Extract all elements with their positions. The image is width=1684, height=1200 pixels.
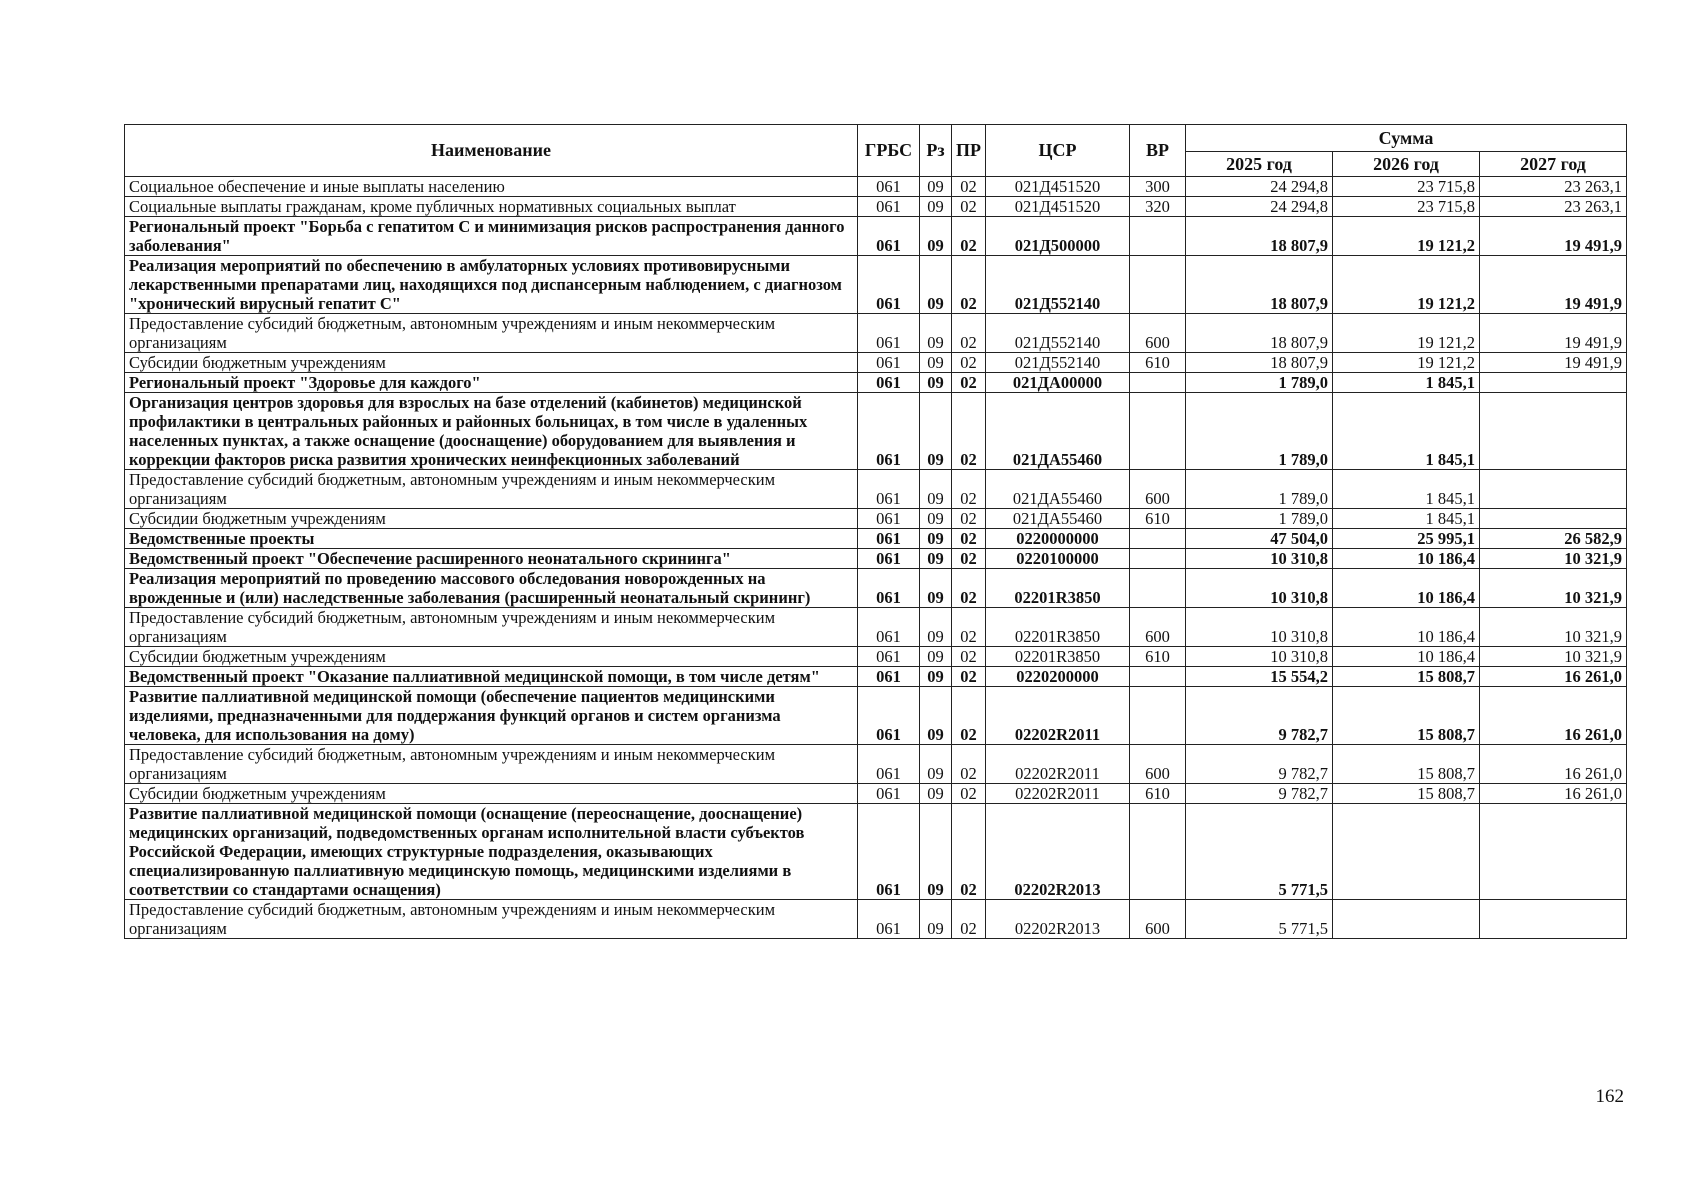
table-row (125, 373, 1627, 393)
cell-pr: 02 (952, 393, 986, 470)
cell-name: Субсидии бюджетным учреждениям (125, 784, 858, 804)
cell-2026: 15 808,7 (1333, 784, 1480, 804)
cell-2027: 23 263,1 (1480, 197, 1627, 217)
budget-table (124, 124, 1627, 939)
cell-pr: 02 (952, 667, 986, 687)
cell-csr: 021ДА55460 (986, 470, 1130, 509)
header-csr: ЦСР (986, 125, 1130, 177)
table-row (125, 647, 1627, 667)
cell-rz: 09 (920, 470, 952, 509)
cell-2027: 16 261,0 (1480, 745, 1627, 784)
header-sum: Сумма (1186, 125, 1627, 152)
cell-csr: 02201R3850 (986, 569, 1130, 608)
table-row (125, 784, 1627, 804)
cell-pr: 02 (952, 217, 986, 256)
cell-2027: 19 491,9 (1480, 314, 1627, 353)
cell-vr (1130, 256, 1186, 314)
cell-grbs: 061 (858, 256, 920, 314)
cell-2026: 1 845,1 (1333, 470, 1480, 509)
cell-2026: 15 808,7 (1333, 667, 1480, 687)
cell-grbs: 061 (858, 900, 920, 939)
cell-name: Ведомственные проекты (125, 529, 858, 549)
cell-name: Социальные выплаты гражданам, кроме публичных нормативных социальных выплат (125, 197, 858, 217)
cell-rz: 09 (920, 687, 952, 745)
cell-rz: 09 (920, 353, 952, 373)
cell-2025: 10 310,8 (1186, 647, 1333, 667)
cell-rz: 09 (920, 608, 952, 647)
page-number: 162 (1595, 1086, 1624, 1107)
cell-vr: 600 (1130, 470, 1186, 509)
cell-2027 (1480, 373, 1627, 393)
cell-vr: 610 (1130, 647, 1186, 667)
cell-2027 (1480, 804, 1627, 900)
cell-rz: 09 (920, 314, 952, 353)
cell-rz: 09 (920, 177, 952, 197)
cell-csr: 021Д451520 (986, 177, 1130, 197)
cell-name: Субсидии бюджетным учреждениям (125, 353, 858, 373)
cell-rz: 09 (920, 529, 952, 549)
cell-name: Реализация мероприятий по обеспечению в амбулаторных условиях противовирусными лекарственными препаратами лиц, находящихся под диспансерным наблюдением, с диагнозом "хронический вирусный гепатит С" (125, 256, 858, 314)
cell-pr: 02 (952, 900, 986, 939)
table-row (125, 804, 1627, 900)
cell-pr: 02 (952, 804, 986, 900)
cell-vr (1130, 529, 1186, 549)
cell-2026: 10 186,4 (1333, 647, 1480, 667)
cell-2026: 1 845,1 (1333, 393, 1480, 470)
table-row (125, 314, 1627, 353)
cell-2027: 10 321,9 (1480, 569, 1627, 608)
cell-csr: 021Д552140 (986, 256, 1130, 314)
cell-grbs: 061 (858, 569, 920, 608)
cell-name: Реализация мероприятий по проведению массового обследования новорожденных на врожденные и (или) наследственные заболевания (расширенный неонатальный скрининг) (125, 569, 858, 608)
table-row (125, 687, 1627, 745)
table-row (125, 745, 1627, 784)
cell-vr: 300 (1130, 177, 1186, 197)
cell-csr: 021ДА55460 (986, 509, 1130, 529)
table-body (125, 177, 1627, 939)
cell-grbs: 061 (858, 393, 920, 470)
cell-csr: 0220000000 (986, 529, 1130, 549)
cell-2026: 10 186,4 (1333, 549, 1480, 569)
cell-csr: 02202R2011 (986, 687, 1130, 745)
cell-vr (1130, 687, 1186, 745)
cell-grbs: 061 (858, 509, 920, 529)
cell-grbs: 061 (858, 470, 920, 509)
cell-rz: 09 (920, 647, 952, 667)
cell-csr: 021ДА55460 (986, 393, 1130, 470)
cell-rz: 09 (920, 217, 952, 256)
cell-grbs: 061 (858, 314, 920, 353)
cell-csr: 02201R3850 (986, 608, 1130, 647)
cell-2025: 5 771,5 (1186, 804, 1333, 900)
cell-pr: 02 (952, 353, 986, 373)
table-row (125, 549, 1627, 569)
cell-name: Субсидии бюджетным учреждениям (125, 509, 858, 529)
cell-vr (1130, 217, 1186, 256)
cell-pr: 02 (952, 549, 986, 569)
table-row (125, 529, 1627, 549)
cell-pr: 02 (952, 687, 986, 745)
header-year-2025: 2025 год (1186, 152, 1333, 177)
cell-grbs: 061 (858, 608, 920, 647)
table-row (125, 509, 1627, 529)
cell-2027: 16 261,0 (1480, 784, 1627, 804)
cell-name: Социальное обеспечение и иные выплаты населению (125, 177, 858, 197)
cell-csr: 021ДА00000 (986, 373, 1130, 393)
cell-rz: 09 (920, 197, 952, 217)
cell-2025: 24 294,8 (1186, 177, 1333, 197)
cell-vr (1130, 393, 1186, 470)
cell-pr: 02 (952, 470, 986, 509)
cell-vr: 600 (1130, 314, 1186, 353)
cell-2026: 15 808,7 (1333, 745, 1480, 784)
cell-pr: 02 (952, 373, 986, 393)
cell-2026: 19 121,2 (1333, 256, 1480, 314)
cell-2027: 19 491,9 (1480, 217, 1627, 256)
table-row (125, 900, 1627, 939)
cell-csr: 02202R2011 (986, 745, 1130, 784)
table-header (125, 125, 1627, 177)
cell-name: Региональный проект "Борьба с гепатитом С и минимизация рисков распространения данного заболевания" (125, 217, 858, 256)
table-row (125, 667, 1627, 687)
header-name: Наименование (125, 125, 858, 177)
cell-grbs: 061 (858, 549, 920, 569)
cell-vr: 320 (1130, 197, 1186, 217)
cell-2027 (1480, 393, 1627, 470)
cell-2026 (1333, 804, 1480, 900)
cell-pr: 02 (952, 177, 986, 197)
cell-pr: 02 (952, 608, 986, 647)
cell-csr: 021Д451520 (986, 197, 1130, 217)
cell-grbs: 061 (858, 373, 920, 393)
cell-2025: 10 310,8 (1186, 569, 1333, 608)
cell-csr: 021Д552140 (986, 314, 1130, 353)
cell-2027: 23 263,1 (1480, 177, 1627, 197)
cell-2026: 19 121,2 (1333, 217, 1480, 256)
cell-vr (1130, 549, 1186, 569)
cell-2027: 16 261,0 (1480, 687, 1627, 745)
cell-2025: 9 782,7 (1186, 745, 1333, 784)
cell-2027 (1480, 509, 1627, 529)
cell-2026 (1333, 900, 1480, 939)
cell-grbs: 061 (858, 667, 920, 687)
cell-2026: 10 186,4 (1333, 608, 1480, 647)
cell-vr: 600 (1130, 900, 1186, 939)
cell-csr: 021Д500000 (986, 217, 1130, 256)
cell-2025: 18 807,9 (1186, 353, 1333, 373)
cell-csr: 02202R2013 (986, 900, 1130, 939)
cell-2025: 1 789,0 (1186, 470, 1333, 509)
cell-csr: 0220200000 (986, 667, 1130, 687)
header-rz: Рз (920, 125, 952, 177)
cell-name: Организация центров здоровья для взрослых на базе отделений (кабинетов) медицинской профилактики в центральных районных и районных больницах, в том числе в удаленных населенных пунктах, а также оснащение (дооснащение) оборудованием для выявления и коррекции факторов риска развития хронических неинфекционных заболеваний (125, 393, 858, 470)
cell-2027: 19 491,9 (1480, 256, 1627, 314)
cell-name: Региональный проект "Здоровье для каждого" (125, 373, 858, 393)
cell-pr: 02 (952, 509, 986, 529)
cell-vr (1130, 373, 1186, 393)
cell-2025: 1 789,0 (1186, 373, 1333, 393)
cell-2026: 23 715,8 (1333, 177, 1480, 197)
cell-pr: 02 (952, 197, 986, 217)
cell-name: Предоставление субсидий бюджетным, автономным учреждениям и иным некоммерческим организациям (125, 314, 858, 353)
cell-name: Ведомственный проект "Обеспечение расширенного неонатального скрининга" (125, 549, 858, 569)
header-year-2026: 2026 год (1333, 152, 1480, 177)
cell-2025: 15 554,2 (1186, 667, 1333, 687)
cell-rz: 09 (920, 745, 952, 784)
cell-rz: 09 (920, 509, 952, 529)
header-pr: ПР (952, 125, 986, 177)
cell-rz: 09 (920, 393, 952, 470)
cell-pr: 02 (952, 569, 986, 608)
header-vr: ВР (1130, 125, 1186, 177)
cell-2027: 26 582,9 (1480, 529, 1627, 549)
cell-2025: 24 294,8 (1186, 197, 1333, 217)
cell-2025: 9 782,7 (1186, 784, 1333, 804)
cell-name: Ведомственный проект "Оказание паллиативной медицинской помощи, в том числе детям" (125, 667, 858, 687)
table-row (125, 217, 1627, 256)
cell-2026: 10 186,4 (1333, 569, 1480, 608)
cell-pr: 02 (952, 784, 986, 804)
cell-name: Развитие паллиативной медицинской помощи (оснащение (переоснащение, дооснащение) медицинских организаций, подведомственных органам исполнительной власти субъектов Российской Федерации, имеющих структурные подразделения, оказывающих специализированную паллиативную медицинскую помощь, медицинскими изделиями в соответствии со стандартами оснащения) (125, 804, 858, 900)
cell-2025: 10 310,8 (1186, 608, 1333, 647)
cell-vr: 610 (1130, 509, 1186, 529)
cell-vr (1130, 569, 1186, 608)
cell-name: Предоставление субсидий бюджетным, автономным учреждениям и иным некоммерческим организациям (125, 608, 858, 647)
header-grbs: ГРБС (858, 125, 920, 177)
cell-grbs: 061 (858, 197, 920, 217)
cell-vr: 600 (1130, 608, 1186, 647)
cell-name: Развитие паллиативной медицинской помощи (обеспечение пациентов медицинскими изделиями, предназначенными для поддержания функций органов и систем организма человека, для использования на дому) (125, 687, 858, 745)
cell-2027: 10 321,9 (1480, 647, 1627, 667)
cell-csr: 021Д552140 (986, 353, 1130, 373)
cell-grbs: 061 (858, 687, 920, 745)
cell-grbs: 061 (858, 177, 920, 197)
cell-name: Субсидии бюджетным учреждениям (125, 647, 858, 667)
cell-pr: 02 (952, 256, 986, 314)
cell-rz: 09 (920, 373, 952, 393)
cell-grbs: 061 (858, 217, 920, 256)
cell-2027: 10 321,9 (1480, 549, 1627, 569)
cell-grbs: 061 (858, 804, 920, 900)
cell-pr: 02 (952, 529, 986, 549)
cell-grbs: 061 (858, 784, 920, 804)
cell-2026: 25 995,1 (1333, 529, 1480, 549)
cell-2025: 5 771,5 (1186, 900, 1333, 939)
cell-name: Предоставление субсидий бюджетным, автономным учреждениям и иным некоммерческим организациям (125, 745, 858, 784)
cell-2027 (1480, 470, 1627, 509)
cell-rz: 09 (920, 784, 952, 804)
cell-2026: 15 808,7 (1333, 687, 1480, 745)
cell-2026: 19 121,2 (1333, 314, 1480, 353)
cell-grbs: 061 (858, 529, 920, 549)
cell-rz: 09 (920, 256, 952, 314)
cell-rz: 09 (920, 900, 952, 939)
table-row (125, 197, 1627, 217)
cell-csr: 02202R2013 (986, 804, 1130, 900)
table-row (125, 470, 1627, 509)
cell-2025: 18 807,9 (1186, 314, 1333, 353)
cell-2025: 47 504,0 (1186, 529, 1333, 549)
cell-2025: 18 807,9 (1186, 256, 1333, 314)
cell-2027 (1480, 900, 1627, 939)
cell-2025: 1 789,0 (1186, 509, 1333, 529)
cell-2025: 9 782,7 (1186, 687, 1333, 745)
cell-csr: 02202R2011 (986, 784, 1130, 804)
cell-pr: 02 (952, 647, 986, 667)
table-row (125, 256, 1627, 314)
cell-2026: 19 121,2 (1333, 353, 1480, 373)
cell-rz: 09 (920, 804, 952, 900)
cell-2027: 10 321,9 (1480, 608, 1627, 647)
cell-pr: 02 (952, 314, 986, 353)
cell-2027: 19 491,9 (1480, 353, 1627, 373)
cell-grbs: 061 (858, 647, 920, 667)
cell-vr (1130, 667, 1186, 687)
table-row (125, 608, 1627, 647)
cell-vr: 610 (1130, 353, 1186, 373)
cell-rz: 09 (920, 549, 952, 569)
cell-2025: 18 807,9 (1186, 217, 1333, 256)
cell-name: Предоставление субсидий бюджетным, автономным учреждениям и иным некоммерческим организациям (125, 470, 858, 509)
cell-vr (1130, 804, 1186, 900)
cell-csr: 0220100000 (986, 549, 1130, 569)
cell-2025: 10 310,8 (1186, 549, 1333, 569)
cell-csr: 02201R3850 (986, 647, 1130, 667)
cell-pr: 02 (952, 745, 986, 784)
cell-2026: 1 845,1 (1333, 373, 1480, 393)
cell-2025: 1 789,0 (1186, 393, 1333, 470)
cell-2027: 16 261,0 (1480, 667, 1627, 687)
table-row (125, 569, 1627, 608)
cell-name: Предоставление субсидий бюджетным, автономным учреждениям и иным некоммерческим организациям (125, 900, 858, 939)
cell-vr: 610 (1130, 784, 1186, 804)
table-row (125, 393, 1627, 470)
cell-vr: 600 (1130, 745, 1186, 784)
table-row (125, 177, 1627, 197)
cell-grbs: 061 (858, 353, 920, 373)
header-year-2027: 2027 год (1480, 152, 1627, 177)
cell-2026: 1 845,1 (1333, 509, 1480, 529)
cell-2026: 23 715,8 (1333, 197, 1480, 217)
cell-grbs: 061 (858, 745, 920, 784)
cell-rz: 09 (920, 569, 952, 608)
cell-rz: 09 (920, 667, 952, 687)
table-row (125, 353, 1627, 373)
